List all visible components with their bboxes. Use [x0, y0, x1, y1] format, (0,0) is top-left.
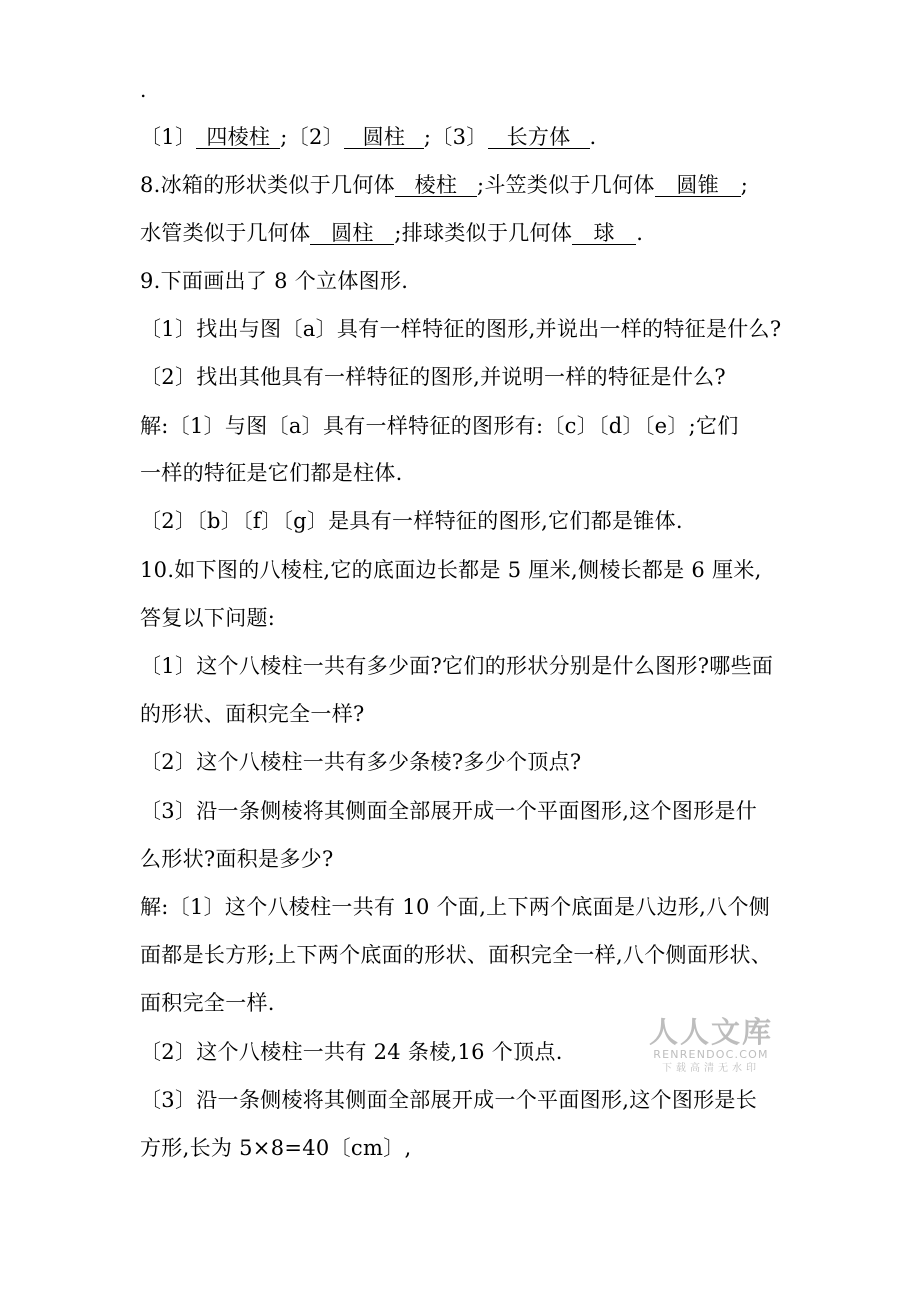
q7-answers-line	[140, 124, 597, 150]
q10-answer-1-line-1: 解:〔1〕这个八棱柱一共有 10 个面,上下两个底面是八边形,八个侧	[140, 895, 771, 919]
q8-text-2: ;斗笠类似于几何体	[476, 173, 655, 197]
q9-sub-2: 〔2〕找出其他具有一样特征的图形,并说明一样的特征是什么?	[140, 365, 726, 389]
q9-answer-1-line-2: 一样的特征是它们都是柱体.	[140, 461, 403, 485]
q8-answer-3: 圆柱	[310, 222, 394, 245]
q10-answer-2: 〔2〕这个八棱柱一共有 24 条棱,16 个顶点.	[140, 1040, 563, 1064]
q10-sub-1-line-2: 的形状、面积完全一样?	[140, 702, 365, 726]
q7-answer-3: 长方体	[488, 126, 590, 149]
q8-text-1: 8.冰箱的形状类似于几何体	[140, 173, 395, 197]
q7-part1-label: 〔1〕	[140, 125, 197, 149]
q10-title-line-1: 10.如下图的八棱柱,它的底面边长都是 5 厘米,侧棱长都是 6 厘米,	[140, 558, 762, 582]
q8-answer-4: 球	[572, 222, 636, 245]
q10-answer-1-line-2: 面都是长方形;上下两个底面的形状、面积完全一样,八个侧面形状、	[140, 943, 773, 967]
q10-sub-1-line-1: 〔1〕这个八棱柱一共有多少面?它们的形状分别是什么图形?哪些面	[140, 654, 774, 678]
q9-title: 9.下面画出了 8 个立体图形.	[140, 269, 409, 293]
q8-answer-2: 圆锥	[655, 174, 741, 197]
q7-answer-1: 四棱柱	[196, 126, 280, 149]
watermark-subtitle: 下载高清无水印	[662, 1063, 760, 1074]
watermark-title: 人人文库	[648, 1015, 773, 1049]
q10-sub-3-line-1: 〔3〕沿一条侧棱将其侧面全部展开成一个平面图形,这个图形是什	[140, 799, 758, 823]
q8-answer-1: 棱柱	[395, 174, 477, 197]
q10-answer-1-line-3: 面积完全一样.	[140, 991, 275, 1015]
q9-answer-1-line-1: 解:〔1〕与图〔a〕具有一样特征的图形有:〔c〕〔d〕〔e〕;它们	[140, 414, 739, 438]
q7-part2-label: ;〔2〕	[280, 125, 344, 149]
q8-text-4: 水管类似于几何体	[140, 221, 311, 245]
q8-text-6: .	[636, 221, 644, 245]
q10-answer-3-line-1: 〔3〕沿一条侧棱将其侧面全部展开成一个平面图形,这个图形是长	[140, 1088, 758, 1112]
q10-sub-3-line-2: 么形状?面积是多少?	[140, 847, 334, 871]
q8-text-3: ;	[740, 173, 749, 197]
q8-text-5: ;排球类似于几何体	[394, 221, 573, 245]
q10-title-line-2: 答复以下问题:	[140, 606, 276, 630]
q7-end: .	[589, 125, 597, 149]
q9-sub-1: 〔1〕找出与图〔a〕具有一样特征的图形,并说出一样的特征是什么?	[140, 317, 782, 341]
q8-line-2	[140, 220, 643, 246]
watermark-logo	[648, 1016, 774, 1075]
q10-answer-3-line-2: 方形,长为 5×8=40〔cm〕,	[140, 1136, 412, 1160]
q9-answer-2: 〔2〕〔b〕〔f〕〔g〕是具有一样特征的图形,它们都是锥体.	[140, 509, 683, 533]
top-mark: .	[140, 78, 147, 102]
q7-answer-2: 圆柱	[344, 126, 424, 149]
watermark-url: RENRENDOC.COM	[653, 1048, 769, 1061]
q10-sub-2: 〔2〕这个八棱柱一共有多少条棱?多少个顶点?	[140, 750, 582, 774]
q8-line-1	[140, 172, 748, 198]
q7-part3-label: ;〔3〕	[423, 125, 488, 149]
